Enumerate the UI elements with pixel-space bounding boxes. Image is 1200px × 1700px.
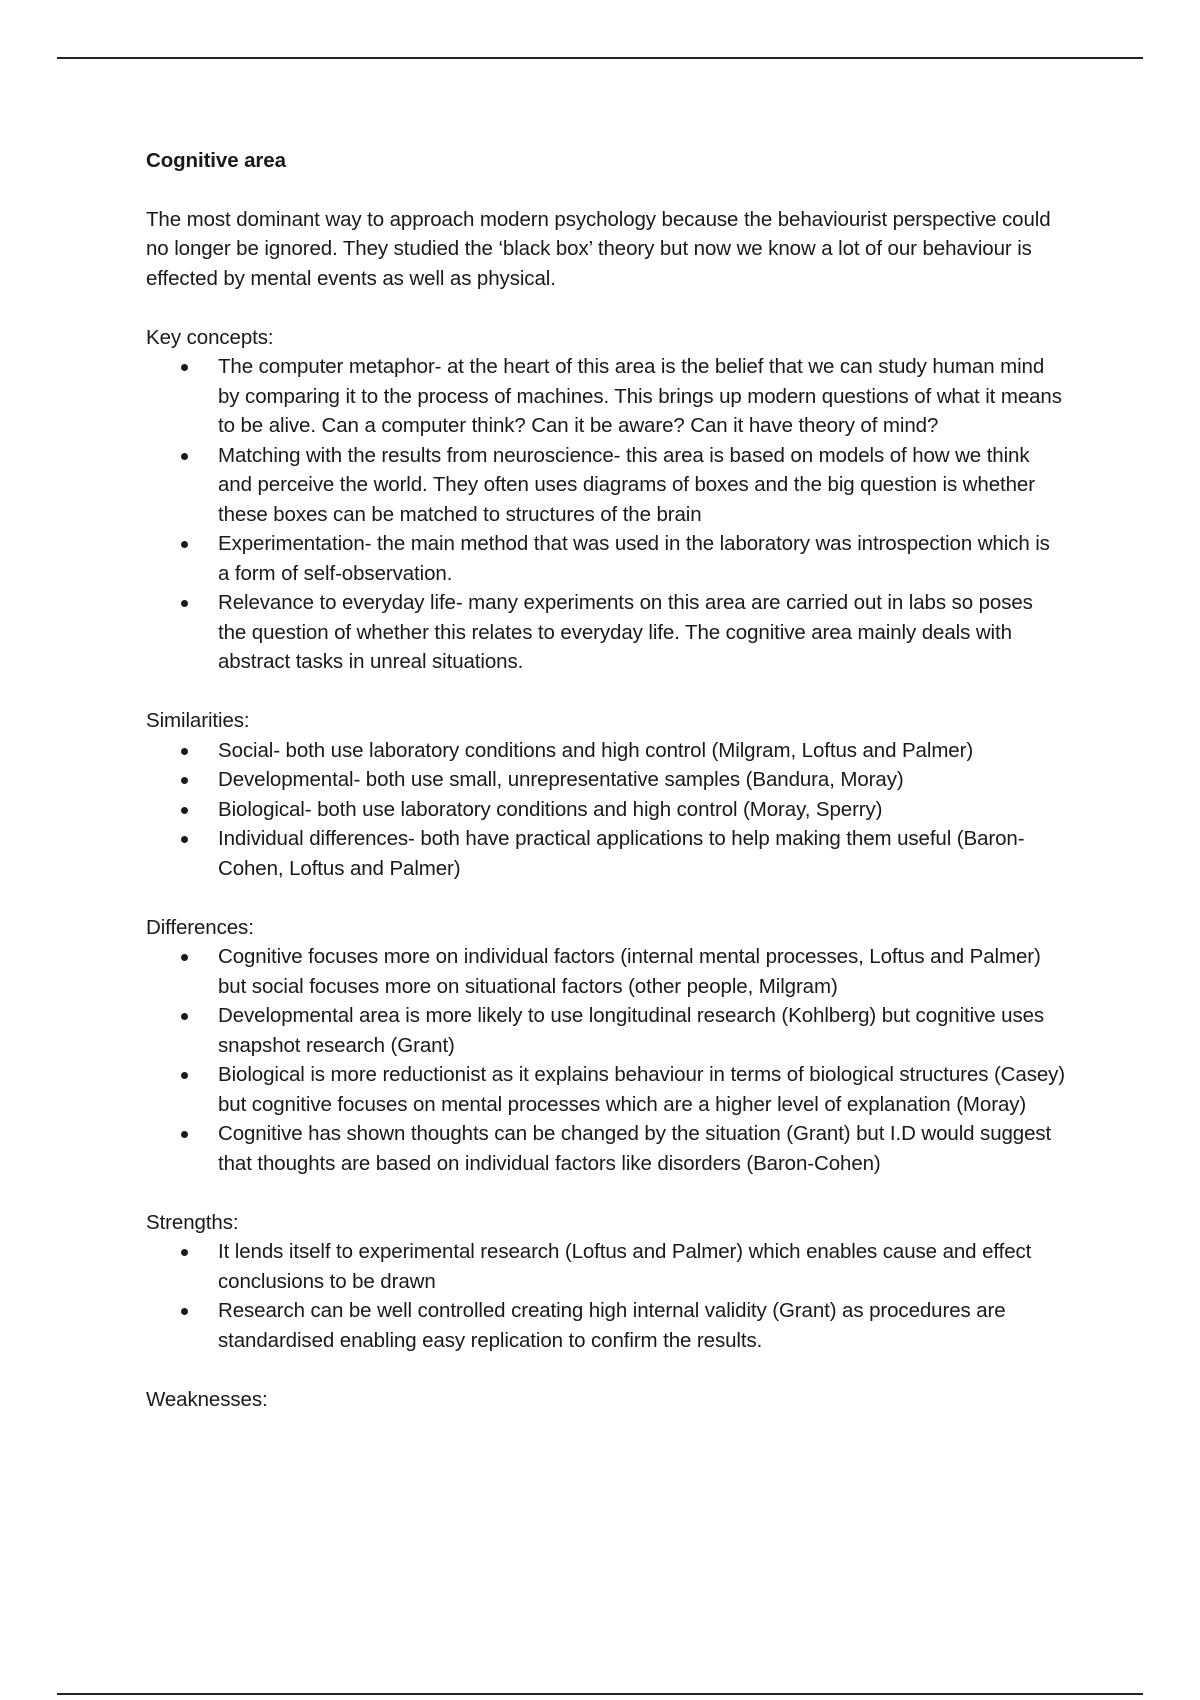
list-item: Social- both use laboratory conditions and high control (Milgram, Loftus and Palmer) [218, 736, 1066, 766]
page-title: Cognitive area [146, 149, 286, 172]
list-item: Experimentation- the main method that was used in the laboratory was introspection which is a form of self-observation. [218, 529, 1066, 588]
key-concepts-list [146, 352, 1066, 677]
key-concepts-label: Key concepts: [146, 325, 274, 349]
list-item: Research can be well controlled creating high internal validity (Grant) as procedures are standardised enabling easy replication to confirm the results. [218, 1296, 1066, 1355]
differences-label: Differences: [146, 915, 254, 939]
list-item: Biological is more reductionist as it explains behaviour in terms of biological structures (Casey) but cognitive focuses on mental processes which are a higher level of explanation (Moray) [218, 1060, 1066, 1119]
list-item: The computer metaphor- at the heart of this area is the belief that we can study human mind by comparing it to the process of machines. This brings up modern questions of what it means to be alive. Can a computer think? Can it be aware? Can it have theory of mind? [218, 352, 1066, 441]
bullet-icon [181, 1013, 188, 1020]
strengths-list [146, 1237, 1066, 1355]
list-item: Developmental area is more likely to use longitudinal research (Kohlberg) but cognitive uses snapshot research (Grant) [218, 1001, 1066, 1060]
list-item: Developmental- both use small, unrepresentative samples (Bandura, Moray) [218, 765, 1066, 795]
top-rule [57, 57, 1143, 59]
intro-paragraph: The most dominant way to approach modern psychology because the behaviourist perspective could no longer be ignored. They studied the ‘black box’ theory but now we know a lot of our behaviour is effected by mental events as well as physical. [146, 207, 1051, 290]
list-item: It lends itself to experimental research (Loftus and Palmer) which enables cause and effect conclusions to be drawn [218, 1237, 1066, 1296]
bullet-icon [181, 1131, 188, 1138]
list-item: Biological- both use laboratory conditions and high control (Moray, Sperry) [218, 795, 1066, 825]
bullet-icon [181, 1249, 188, 1256]
bullet-icon [181, 954, 188, 961]
similarities-list [146, 736, 1066, 884]
bullet-icon [181, 777, 188, 784]
bullet-icon [181, 807, 188, 814]
bullet-icon [181, 1308, 188, 1315]
list-item: Cognitive focuses more on individual factors (internal mental processes, Loftus and Palmer) but social focuses more on situational factors (other people, Milgram) [218, 942, 1066, 1001]
list-item: Cognitive has shown thoughts can be changed by the situation (Grant) but I.D would suggest that thoughts are based on individual factors like disorders (Baron-Cohen) [218, 1119, 1066, 1178]
similarities-label: Similarities: [146, 709, 250, 732]
list-item: Individual differences- both have practical applications to help making them useful (Baron-Cohen, Loftus and Palmer) [218, 824, 1066, 883]
bullet-icon [181, 836, 188, 843]
bullet-icon [181, 541, 188, 548]
list-item: Matching with the results from neuroscience- this area is based on models of how we think and perceive the world. They often uses diagrams of boxes and the big question is whether these boxes can be matched to structures of the brain [218, 441, 1066, 530]
bullet-icon [181, 748, 188, 755]
bullet-icon [181, 1072, 188, 1079]
document-body [146, 146, 1066, 1414]
weaknesses-label: Weaknesses: [146, 1387, 268, 1411]
list-item: Relevance to everyday life- many experiments on this area are carried out in labs so poses the question of whether this relates to everyday life. The cognitive area mainly deals with abstract tasks in unreal situations. [218, 588, 1066, 677]
strengths-label: Strengths: [146, 1210, 239, 1234]
differences-list [146, 942, 1066, 1178]
bullet-icon [181, 600, 188, 607]
bullet-icon [181, 364, 188, 371]
bullet-icon [181, 453, 188, 460]
bottom-rule [57, 1693, 1143, 1695]
